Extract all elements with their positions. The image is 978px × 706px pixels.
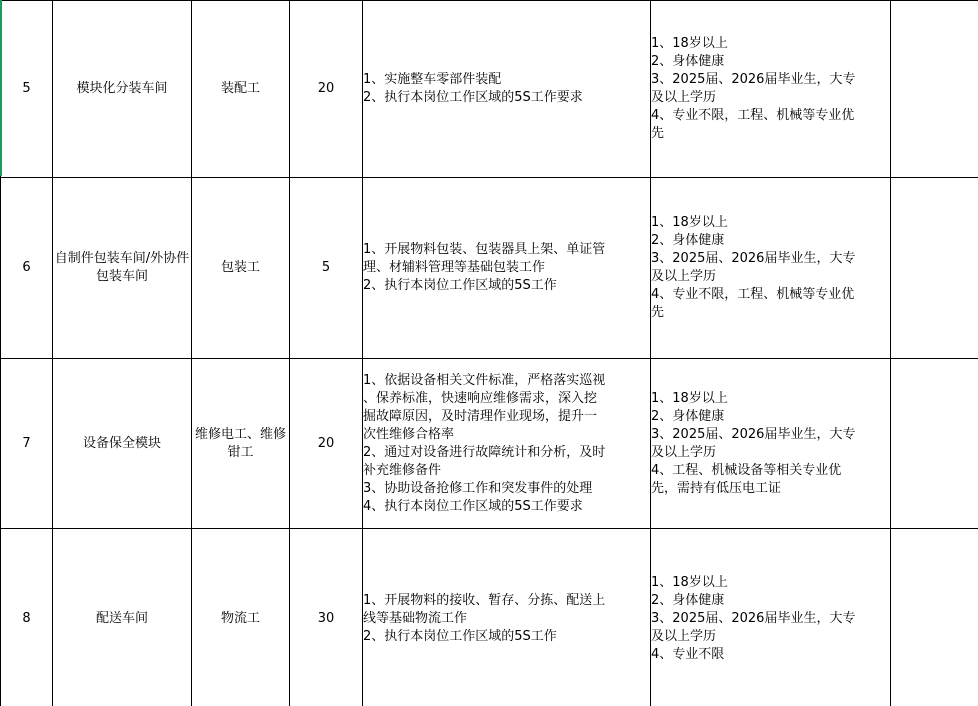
requirements-cell[interactable]: [651, 359, 891, 529]
workshop-name: 设备保全模块: [82, 435, 161, 451]
requirement-line: 及以上学历: [651, 628, 717, 644]
row-index-cell[interactable]: [1, 529, 53, 706]
headcount: 20: [317, 435, 335, 451]
workshop-cell[interactable]: [53, 178, 192, 359]
duty-line: 1、依据设备相关文件标准，严格落实巡视: [363, 372, 606, 388]
requirements-cell[interactable]: [651, 1, 891, 178]
position-cell[interactable]: [192, 178, 290, 359]
requirement-line: 及以上学历: [651, 269, 717, 284]
position-name: 物流工: [220, 610, 260, 626]
empty-cell[interactable]: [891, 529, 978, 706]
empty-cell[interactable]: [891, 1, 978, 178]
headcount: 20: [317, 81, 335, 96]
duty-line: 2、通过对设备进行故障统计和分析，及时: [363, 444, 606, 460]
row-index-cell[interactable]: [1, 1, 53, 178]
duty-line: 、保养标准，快速响应维修需求，深入挖: [363, 390, 598, 406]
headcount-cell[interactable]: [290, 529, 363, 706]
headcount-cell[interactable]: [290, 178, 363, 359]
requirements-cell[interactable]: [651, 178, 891, 359]
requirement-line: 2、身体健康: [651, 592, 725, 608]
duty-line: 1、实施整车零部件装配: [363, 72, 502, 87]
duties-cell[interactable]: [363, 359, 651, 529]
duties-cell[interactable]: [363, 1, 651, 178]
table-row: [1, 529, 978, 706]
position-name: 维修电工、维修钳工: [194, 426, 286, 460]
workshop-cell[interactable]: [53, 1, 192, 178]
requirement-line: 1、18岁以上: [651, 215, 728, 230]
requirement-line: 4、专业不限，工程、机械等专业优: [651, 287, 855, 302]
requirement-line: 3、2025届、2026届毕业生，大专: [651, 426, 856, 442]
row-index-cell[interactable]: [1, 359, 53, 529]
row-index: 8: [22, 610, 31, 626]
requirement-line: 3、2025届、2026届毕业生，大专: [651, 610, 856, 626]
table-row: [1, 178, 978, 359]
requirement-line: 3、2025届、2026届毕业生，大专: [651, 251, 856, 266]
headcount-cell[interactable]: [290, 359, 363, 529]
requirement-line: 及以上学历: [651, 444, 717, 460]
row-index-cell[interactable]: [1, 178, 53, 359]
requirement-line: 2、身体健康: [651, 54, 725, 69]
requirements-cell[interactable]: [651, 529, 891, 706]
duty-line: 补充维修备件: [363, 462, 442, 478]
duty-line: 3、协助设备抢修工作和突发事件的处理: [363, 480, 593, 496]
empty-cell[interactable]: [891, 359, 978, 529]
headcount: 5: [321, 260, 331, 275]
duties-cell[interactable]: [363, 178, 651, 359]
empty-cell[interactable]: [891, 178, 978, 359]
requirement-line: 4、专业不限: [651, 646, 725, 662]
workshop-cell[interactable]: [53, 529, 192, 706]
requirement-line: 4、专业不限，工程、机械等专业优: [651, 108, 855, 123]
duty-line: 掘故障原因，及时清理作业现场，提升一: [363, 408, 598, 424]
duty-line: 1、开展物料包装、包装器具上架、单证管: [363, 242, 606, 257]
position-name: 包装工: [220, 260, 260, 275]
workshop-name: 配送车间: [95, 610, 148, 626]
requirement-line: 先: [651, 305, 665, 320]
duty-line: 次性维修合格率: [363, 426, 455, 442]
row-index: 6: [22, 260, 31, 275]
requirement-line: 1、18岁以上: [651, 390, 728, 406]
requirement-line: 2、身体健康: [651, 233, 725, 248]
row-index: 7: [22, 435, 31, 451]
duty-line: 理、材辅料管理等基础包装工作: [363, 260, 546, 275]
headcount: 30: [317, 610, 335, 626]
duty-line: 2、执行本岗位工作区域的5S工作: [363, 628, 557, 644]
requirement-line: 3、2025届、2026届毕业生，大专: [651, 72, 856, 87]
workshop-cell[interactable]: [53, 359, 192, 529]
requirement-line: 2、身体健康: [651, 408, 725, 424]
duties-cell[interactable]: [363, 529, 651, 706]
position-cell[interactable]: [192, 1, 290, 178]
duty-line: 1、开展物料的接收、暂存、分拣、配送上: [363, 592, 606, 608]
row-selection-indicator: [0, 0, 2, 176]
duty-line: 线等基础物流工作: [363, 610, 468, 626]
requirement-line: 先，需持有低压电工证: [651, 480, 782, 496]
position-name: 装配工: [220, 81, 260, 96]
position-cell[interactable]: [192, 529, 290, 706]
duty-line: 4、执行本岗位工作区域的5S工作要求: [363, 498, 583, 514]
requirement-line: 先: [651, 126, 665, 141]
duty-line: 2、执行本岗位工作区域的5S工作: [363, 278, 557, 293]
workshop-name: 自制件包装车间/外协件包装车间: [54, 251, 190, 284]
table-row: [1, 1, 978, 178]
row-index: 5: [22, 81, 31, 96]
requirement-line: 及以上学历: [651, 90, 717, 105]
workshop-name: 模块化分装车间: [76, 81, 168, 96]
position-cell[interactable]: [192, 359, 290, 529]
headcount-cell[interactable]: [290, 1, 363, 178]
requirement-line: 1、18岁以上: [651, 36, 728, 51]
table-row: [1, 359, 978, 529]
requirement-line: 1、18岁以上: [651, 574, 728, 590]
duty-line: 2、执行本岗位工作区域的5S工作要求: [363, 90, 583, 105]
requirement-line: 4、工程、机械设备等相关专业优: [651, 462, 842, 478]
